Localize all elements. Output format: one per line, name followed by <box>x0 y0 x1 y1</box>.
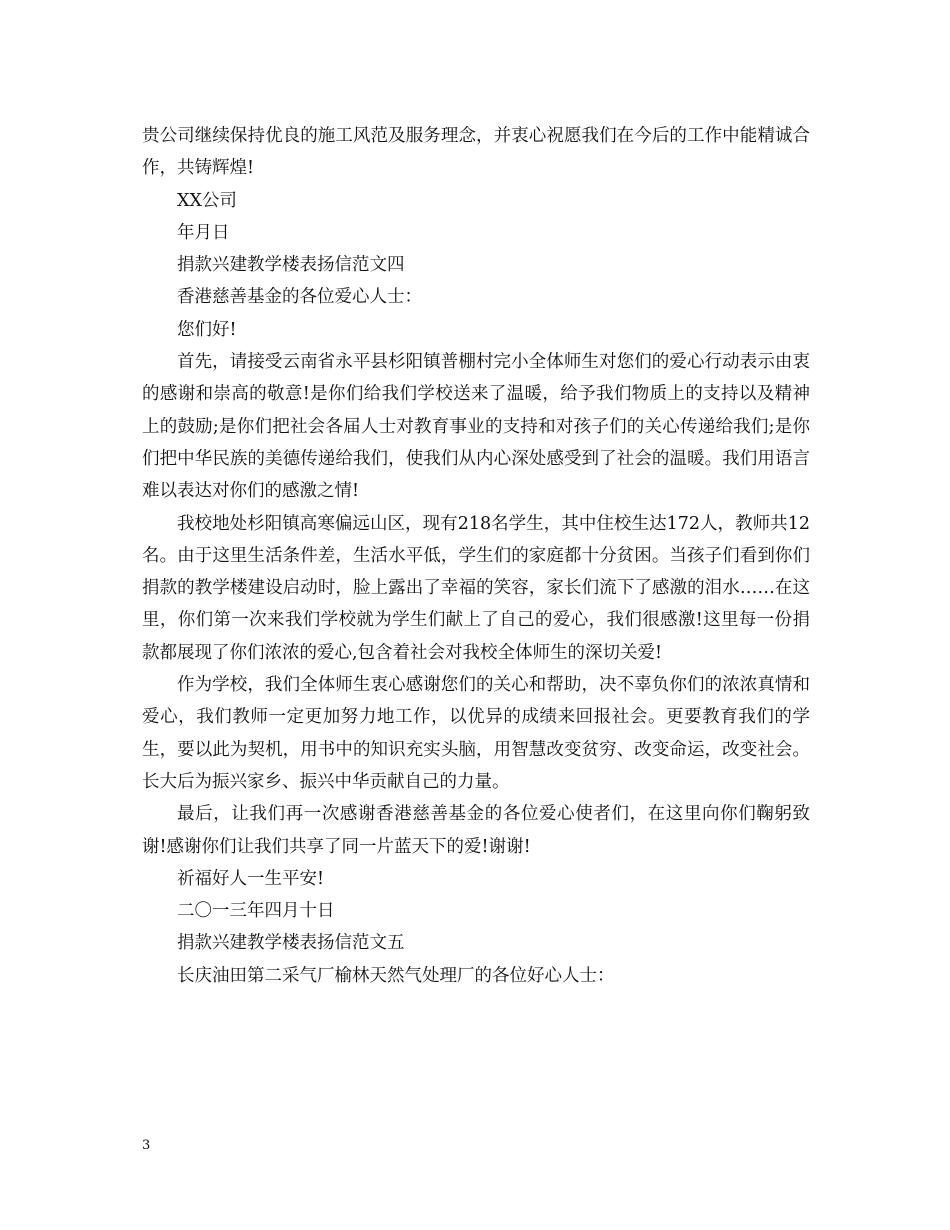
paragraph-continued: 贵公司继续保持优良的施工风范及服务理念，并衷心祝愿我们在今后的工作中能精诚合作，共铸辉煌! <box>142 126 810 179</box>
body-paragraph: 最后，让我们再一次感谢香港慈善基金的各位爱心使者们，在这里向你们鞠躬致谢!感谢你们让我们共享了同一片蓝天下的爱!谢谢! <box>142 804 810 857</box>
body-paragraph: 我校地处杉阳镇高寒偏远山区，现有218名学生，其中住校生达172人，教师共12名。由于这里生活条件差，生活水平低，学生们的家庭都十分贫困。当孩子们看到你们捐款的教学楼建设启动时，脸上露出了幸福的笑容，家长们流下了感激的泪水……在这里，你们第一次来我们学校就为学生们献上了自己的爱心，我们很感激!这里每一份捐款都展现了你们浓浓的爱心,包含着社会对我校全体师生的深切关爱! <box>142 513 810 663</box>
document-body <box>142 120 810 992</box>
page-number: 3 <box>142 1138 151 1153</box>
salutation: 长庆油田第二采气厂榆林天然气处理厂的各位好心人士： <box>177 965 615 986</box>
body-paragraph: 首先，请接受云南省永平县杉阳镇普棚村完小全体师生对您们的爱心行动表示由衷的感谢和崇高的敬意!是你们给我们学校送来了温暖，给予我们物质上的支持以及精神上的鼓励;是你们把社会各届人士对教育事业的支持和对孩子们的关心传递给我们;是你们把中华民族的美德传递给我们，使我们从内心深处感受到了社会的温暖。我们用语言难以表达对你们的感激之情! <box>142 352 810 502</box>
greeting: 您们好! <box>177 319 237 340</box>
closing-blessing: 祈福好人一生平安! <box>177 868 325 889</box>
salutation: 香港慈善基金的各位爱心人士： <box>177 287 422 308</box>
signature-date: 年月日 <box>177 222 230 243</box>
section-title-4: 捐款兴建教学楼表扬信范文四 <box>177 255 405 276</box>
body-paragraph: 作为学校，我们全体师生衷心感谢您们的关心和帮助，决不辜负你们的浓浓真情和爱心，我们教师一定更加努力地工作，以优异的成绩来回报社会。更要教育我们的学生，要以此为契机，用书中的知识充实头脑，用智慧改变贫穷、改变命运，改变社会。长大后为振兴家乡、振兴中华贡献自己的力量。 <box>142 675 810 792</box>
letter-date: 二〇一三年四月十日 <box>177 901 335 922</box>
section-title-5: 捐款兴建教学楼表扬信范文五 <box>177 933 405 954</box>
signature-company: XX公司 <box>177 190 237 211</box>
